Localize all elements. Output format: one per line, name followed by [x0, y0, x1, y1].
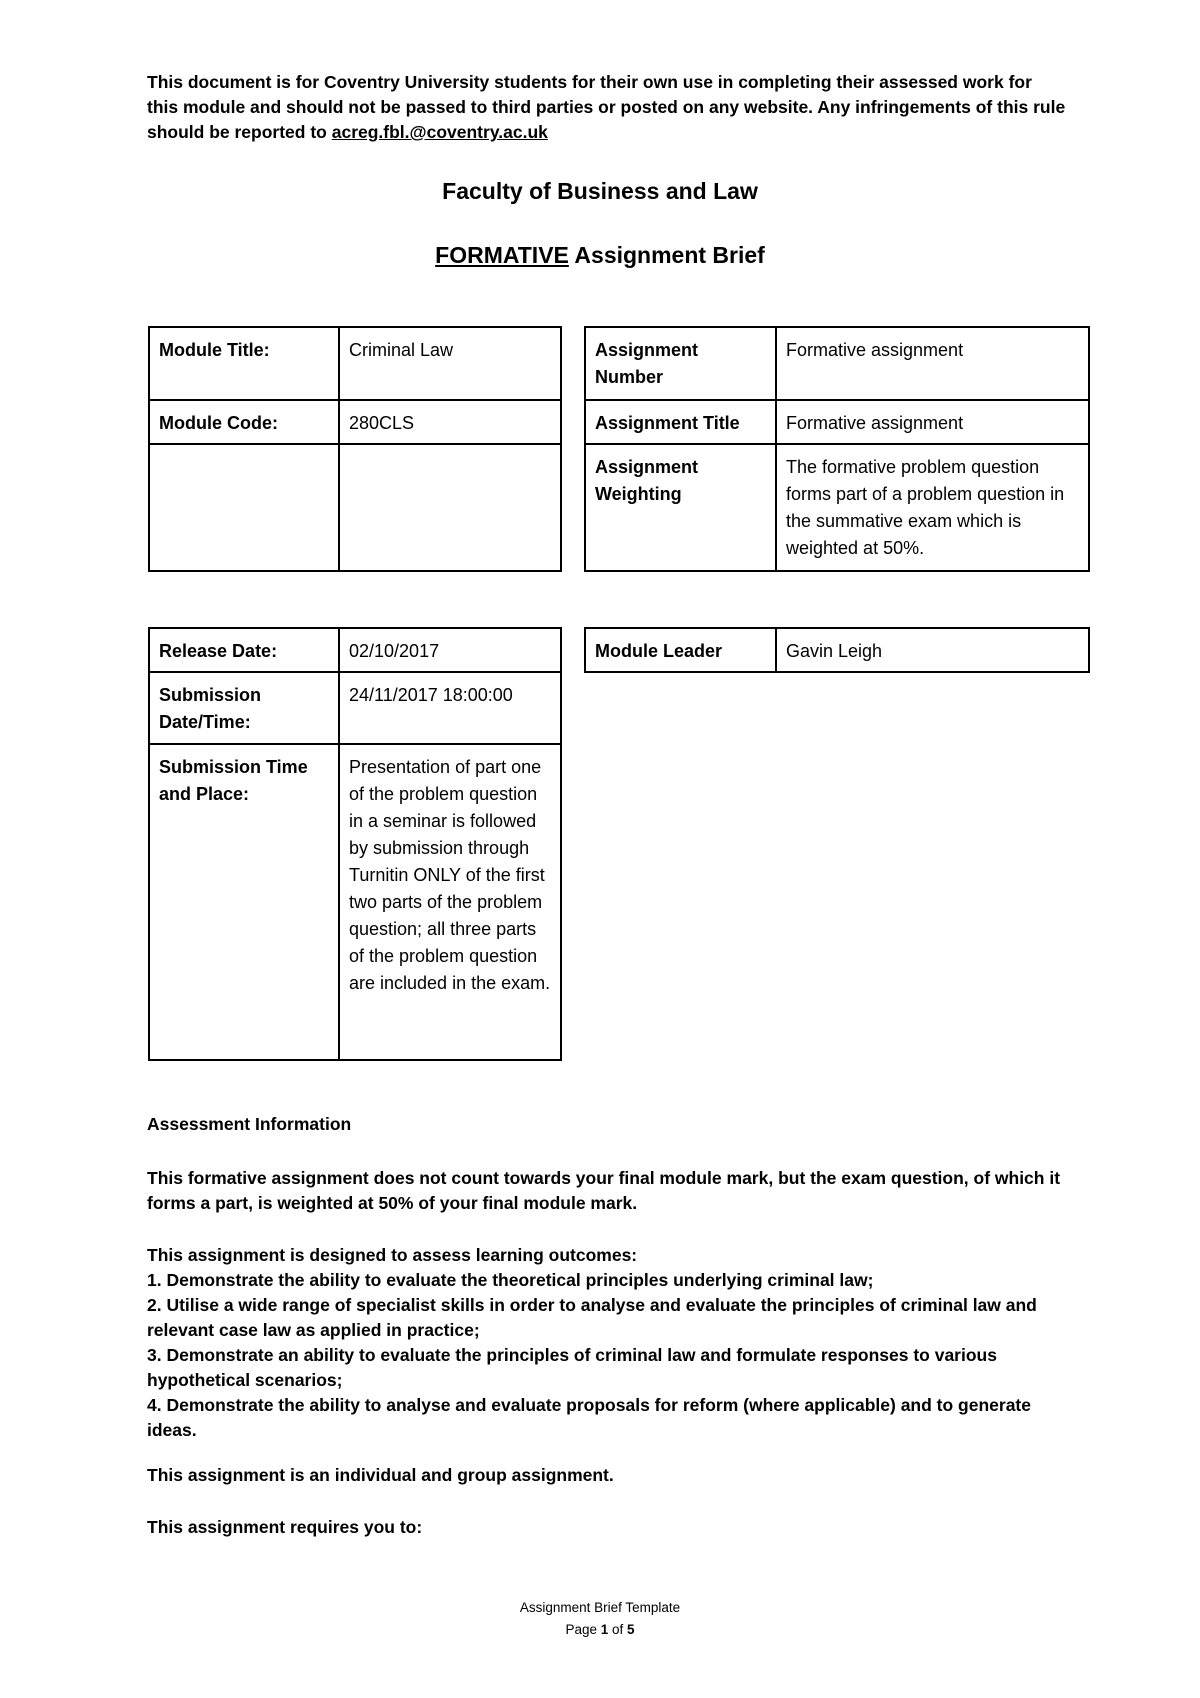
page-prefix: Page	[565, 1622, 601, 1637]
assignment-type: This assignment is an individual and group assignment.	[147, 1465, 614, 1485]
assignment-info-table	[584, 326, 1090, 572]
brief-title	[0, 240, 1200, 270]
page-of: of	[608, 1622, 628, 1637]
module-code-value: 280CLS	[339, 400, 561, 444]
module-code-label: Module Code:	[149, 400, 339, 444]
submission-place-value: Presentation of part one of the problem question in a seminar is followed by submission through Turnitin ONLY of the first two parts of the problem question; all three parts of the problem question are included in the exam.	[339, 744, 561, 1060]
outcomes-list	[147, 1268, 1077, 1443]
assignment-number-value: Formative assignment	[776, 327, 1089, 400]
module-info-table	[148, 326, 562, 572]
submission-date-label: Submission Date/Time:	[149, 672, 339, 744]
empty-cell	[339, 444, 561, 571]
brief-title-rest: Assignment Brief	[568, 242, 765, 268]
assessment-intro: This formative assignment does not count towards your final module mark, but the exam question, of which it forms a part, is weighted at 50% of your final module mark.	[147, 1168, 1061, 1213]
learning-outcomes	[147, 1243, 1077, 1443]
faculty-title: Faculty of Business and Law	[442, 178, 758, 204]
page-current: 1	[600, 1622, 609, 1637]
formative-label: FORMATIVE	[435, 242, 569, 268]
release-date-value: 02/10/2017	[339, 628, 561, 672]
outcome-item: 4. Demonstrate the ability to analyse and evaluate proposals for reform (where applicable) and to generate ideas.	[147, 1395, 1031, 1440]
assignment-title-label: Assignment Title	[585, 400, 776, 444]
outcome-item: 3. Demonstrate an ability to evaluate the principles of criminal law and formulate responses to various hypothetical scenarios;	[147, 1345, 997, 1390]
empty-cell	[149, 444, 339, 571]
module-title-label: Module Title:	[149, 327, 339, 400]
assignment-weighting-label: Assignment Weighting	[585, 444, 776, 571]
assignment-requirements: This assignment requires you to:	[147, 1517, 423, 1537]
assignment-title-value: Formative assignment	[776, 400, 1089, 444]
submission-date-value: 24/11/2017 18:00:00	[339, 672, 561, 744]
assignment-number-label: Assignment Number	[585, 327, 776, 400]
submission-place-label: Submission Time and Place:	[149, 744, 339, 1060]
module-leader-label: Module Leader	[585, 628, 776, 672]
outcome-item: 2. Utilise a wide range of specialist skills in order to analyse and evaluate the principles of criminal law and relevant case law as applied in practice;	[147, 1295, 1037, 1340]
assignment-weighting-value: The formative problem question forms part of a problem question in the summative exam which is weighted at 50%.	[776, 444, 1089, 571]
module-leader-table	[584, 627, 1090, 673]
release-date-label: Release Date:	[149, 628, 339, 672]
footer-template-name: Assignment Brief Template	[519, 1600, 681, 1615]
module-leader-value: Gavin Leigh	[776, 628, 1089, 672]
outcomes-intro: This assignment is designed to assess learning outcomes:	[147, 1245, 638, 1265]
report-email-link[interactable]: acreg.fbl.@coventry.ac.uk	[331, 122, 548, 142]
confidentiality-notice	[147, 70, 1067, 145]
dates-table	[148, 627, 562, 1061]
page-number	[0, 1619, 1200, 1641]
outcome-item: 1. Demonstrate the ability to evaluate the theoretical principles underlying criminal law;	[147, 1270, 874, 1290]
module-title-value: Criminal Law	[339, 327, 561, 400]
notice-text: This document is for Coventry University students for their own use in completing their assessed work for this module and should not be passed to third parties or posted on any website. Any infringements of this rule should be reported to	[147, 72, 1066, 142]
page-total: 5	[627, 1622, 635, 1637]
assessment-heading: Assessment Information	[147, 1114, 352, 1134]
